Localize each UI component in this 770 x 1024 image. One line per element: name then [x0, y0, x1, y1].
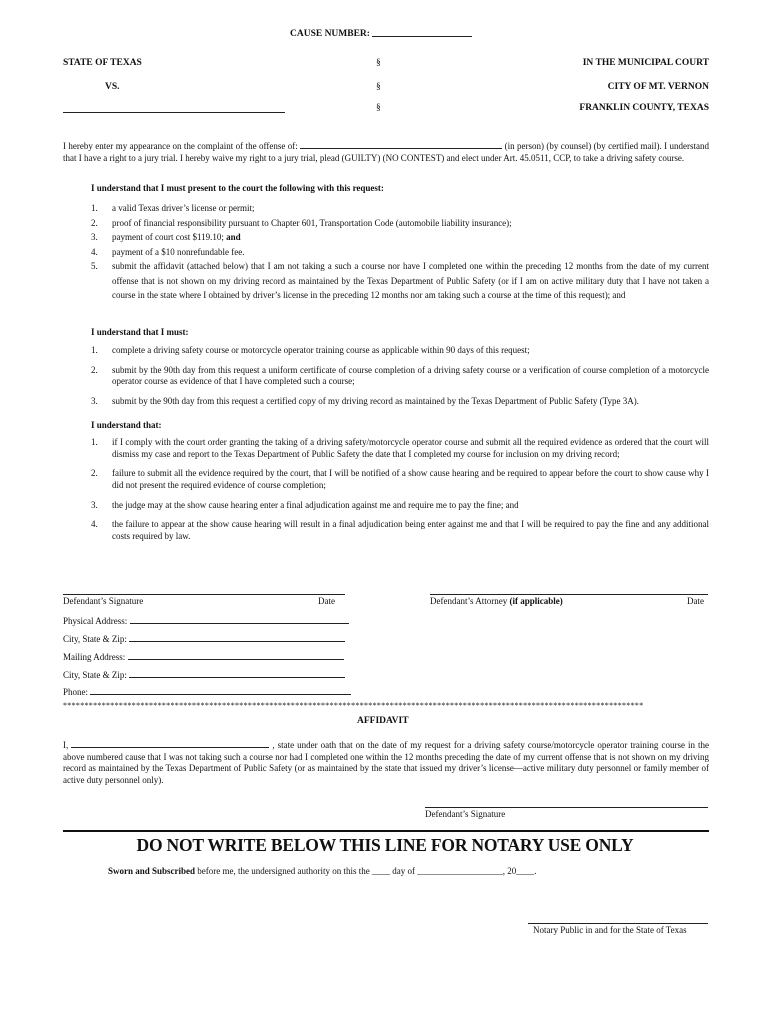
affidavit-signature-line[interactable]: [425, 807, 708, 808]
item-text: payment of court cost $119.10;: [112, 232, 224, 242]
cause-number: [290, 27, 472, 40]
city-row-2: [63, 669, 345, 682]
attorney-label-text: Defendant’s Attorney: [430, 596, 508, 606]
list-item: [63, 519, 709, 542]
item-number: 2.: [91, 364, 98, 375]
mailing-address-field[interactable]: [128, 651, 344, 660]
section3-heading: I understand that:: [91, 420, 162, 430]
mailing-address-row: [63, 651, 344, 664]
item-number: 1.: [91, 203, 98, 213]
defendant-signature-label: Defendant’s Signature: [63, 596, 144, 606]
affidavit-paragraph: [63, 739, 709, 787]
physical-address-field[interactable]: [130, 615, 349, 624]
affidavit-signature-label: Defendant’s Signature: [425, 809, 506, 819]
mailing-address-label: Mailing Address:: [63, 652, 126, 662]
section1-list: [63, 201, 709, 303]
sworn-text: before me, the undersigned authority on this the ____ day of ___________________, 20____.: [197, 866, 537, 876]
section3-list: [63, 437, 709, 543]
item-text: submit by the 90th day from this request a uniform certificate of course completion of a driving safety course or a verification of course completion of a motorcycle operator course as evidence of that I have completed such a course;: [112, 364, 709, 387]
item-text: if I comply with the court order granting the taking of a driving safety/motorcycle operator course and submit all the required evidence as ordered that the court will dismiss my case and report to the Texas Department of Public Safety the date that I completed my course for inclusion on my driving record;: [112, 437, 709, 459]
item-text: failure to submit all the evidence required by the court, that I will be notified of a show cause hearing and be required to appear before the court to show cause why I did not present the required evidence of course completion;: [112, 468, 709, 491]
intro-text-2: (in person) (by counsel) (by certified mail). I understand that I have a right to a jury trial. I hereby waive my right to a jury trial, plead (GUILTY) (NO CONTEST) and elect under Art. 45.0511, CCP, to take a driving safety course.: [63, 141, 710, 163]
list-item: [63, 437, 709, 460]
list-item: [63, 468, 709, 491]
list-item: [63, 230, 709, 245]
list-item: [63, 365, 709, 388]
list-item: [63, 259, 709, 303]
item-number: 4.: [91, 519, 98, 530]
cause-number-label: CAUSE NUMBER:: [290, 29, 370, 39]
affiant-name-field[interactable]: [71, 739, 269, 748]
defendant-signature-line[interactable]: [63, 594, 345, 595]
attorney-note: (if applicable): [509, 596, 563, 606]
item-text: a valid Texas driver’s license or permit;: [112, 203, 255, 213]
city-label: City, State & Zip:: [63, 670, 127, 680]
notary-public-label: Notary Public in and for the State of Texas: [533, 925, 687, 935]
caption-state: STATE OF TEXAS: [63, 58, 142, 68]
list-item: [63, 396, 709, 408]
item-number: 5.: [91, 261, 98, 271]
section1-heading: I understand that I must present to the court the following with this request:: [91, 183, 384, 193]
date-label-2: Date: [687, 596, 704, 606]
affidavit-text: , state under oath that on the date of my request for a driving safety course/motorcycle operator training course in the above numbered cause that I was not taking such a course nor had I completed one within the 12 months preceding the date of my current offense that is not shown on my driving record as maintained by the Texas Department of Public Safety (or as maintained by the state that issued my driver’s license—active military duty personnel or family member of active duty personnel only).: [63, 740, 710, 786]
phone-row: [63, 686, 351, 699]
item-text: payment of a $10 nonrefundable fee.: [112, 246, 245, 257]
section-symbol: §: [376, 58, 381, 68]
list-item: [63, 216, 709, 231]
item-number: 4.: [91, 246, 98, 257]
caption-county: FRANKLIN COUNTY, TEXAS: [579, 103, 709, 113]
sworn-statement: [108, 866, 536, 878]
notary-heading: DO NOT WRITE BELOW THIS LINE FOR NOTARY USE ONLY: [136, 835, 634, 855]
sworn-bold: Sworn and Subscribed: [108, 866, 196, 876]
list-item: [63, 500, 709, 512]
city-label: City, State & Zip:: [63, 634, 127, 644]
intro-paragraph: [63, 140, 709, 164]
notary-signature-line[interactable]: [528, 923, 708, 924]
item-number: 1.: [91, 437, 98, 447]
item-number: 1.: [91, 345, 98, 355]
caption-court: IN THE MUNICIPAL COURT: [582, 58, 709, 68]
list-item: [63, 345, 709, 357]
city-row-1: [63, 633, 345, 646]
item-text: submit by the 90th day from this request a certified copy of my driving record as maintained by the Texas Department of Public Safety (Type 3A).: [112, 396, 639, 407]
affidavit-title: AFFIDAVIT: [357, 716, 409, 726]
item-text: the failure to appear at the show cause hearing will result in a final adjudication being enter against me and that I will be required to pay the fine and any additional costs required by law.: [112, 519, 709, 542]
section-symbol: §: [376, 82, 381, 92]
item-number: 2.: [91, 468, 98, 479]
caption-city: CITY OF MT. VERNON: [607, 82, 709, 92]
attorney-label: [430, 596, 563, 608]
phone-label: Phone:: [63, 687, 89, 697]
item-number: 3.: [91, 396, 98, 407]
section2-heading: I understand that I must:: [91, 327, 189, 337]
intro-text: I hereby enter my appearance on the complaint of the offense of:: [63, 141, 298, 151]
item-text: submit the affidavit (attached below) that I am not taking a such a course nor have I completed one within the preceding 12 months from the date of my current offense that is not shown on my driving record as maintained by the Texas Department of Public Safety (or if I am on active military duty that I have not taken a course in the state where I obtained by driver’s license in the preceding 12 months nor am taking such a course at the time of this request); and: [112, 261, 709, 300]
cause-number-field[interactable]: [372, 27, 472, 37]
item-text: the judge may at the show cause hearing enter a final adjudication against me and require me to pay the fine; and: [112, 499, 519, 510]
notary-divider: [63, 830, 709, 832]
attorney-signature-line[interactable]: [430, 594, 708, 595]
list-item: [63, 201, 709, 216]
offense-field[interactable]: [300, 140, 502, 149]
item-number: 3.: [91, 499, 98, 510]
city-field[interactable]: [129, 633, 345, 642]
physical-address-row: [63, 615, 349, 628]
list-item: [63, 245, 709, 260]
item-text: complete a driving safety course or motorcycle operator training course as applicable within 90 days of this request;: [112, 345, 530, 355]
section2-list: [63, 345, 709, 408]
item-bold: and: [226, 232, 241, 242]
section-symbol: §: [376, 103, 381, 113]
defendant-name-field[interactable]: [63, 102, 285, 113]
star-divider: ***************************************************************************************************************************************: [63, 701, 644, 710]
item-text: proof of financial responsibility pursuant to Chapter 601, Transportation Code (automobile liability insurance);: [112, 217, 512, 228]
affidavit-start: I,: [63, 740, 69, 750]
date-label: Date: [318, 596, 335, 606]
item-number: 3.: [91, 232, 98, 242]
physical-address-label: Physical Address:: [63, 616, 128, 626]
phone-field[interactable]: [90, 686, 351, 695]
caption-vs: VS.: [105, 82, 120, 92]
city-field[interactable]: [129, 669, 345, 678]
item-number: 2.: [91, 217, 98, 228]
